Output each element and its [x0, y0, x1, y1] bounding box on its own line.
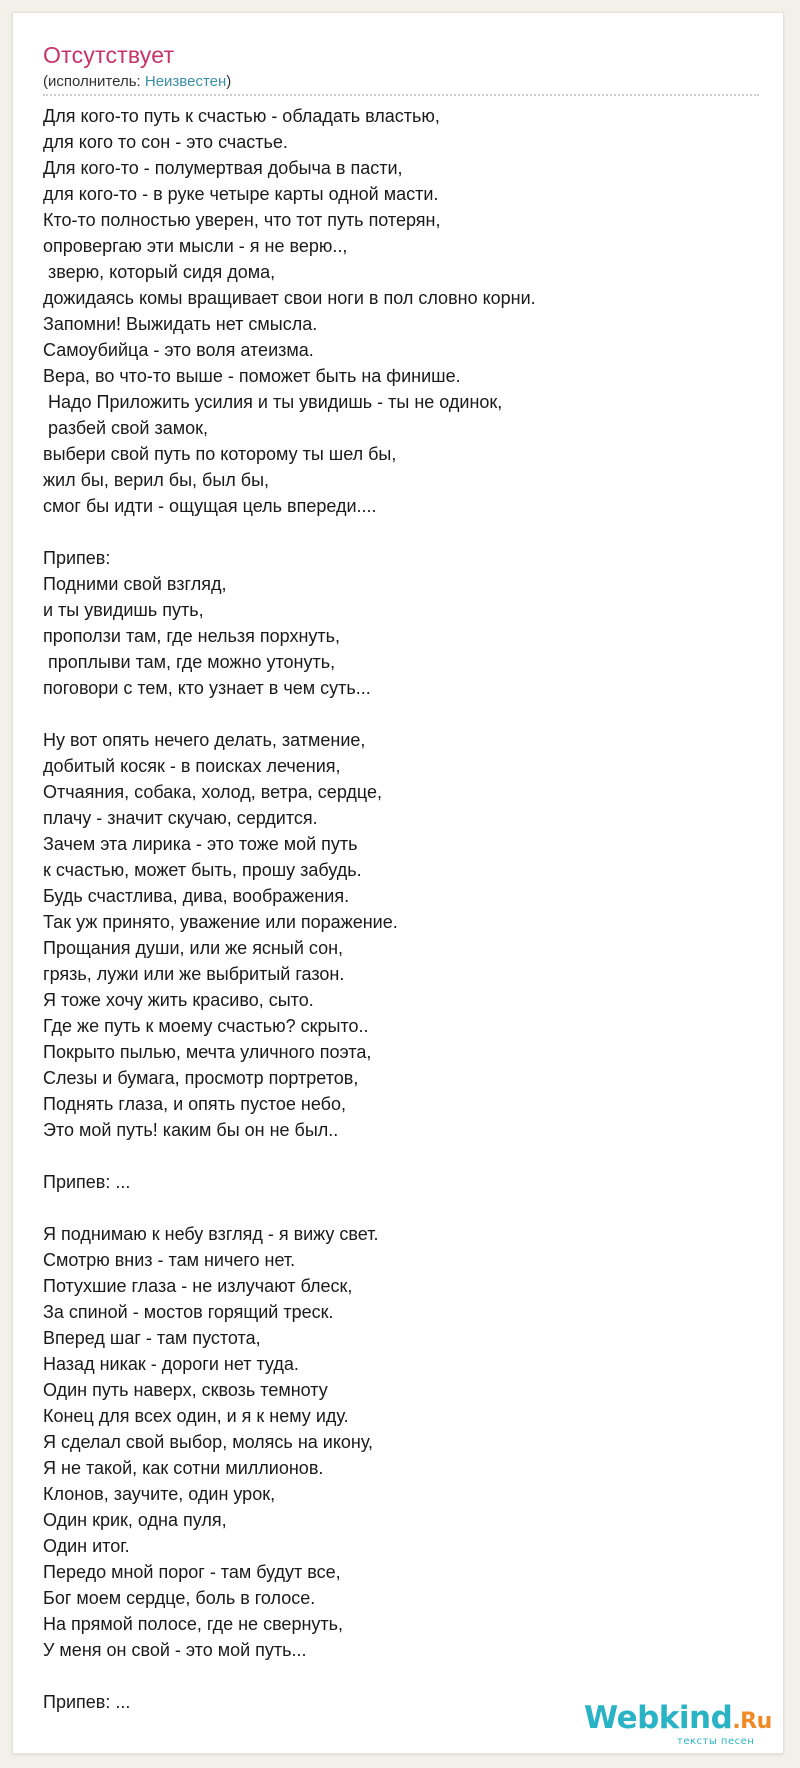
lyric-line: Бог моем сердце, боль в голосе.	[43, 1588, 316, 1608]
lyric-line: Это мой путь! каким бы он не был..	[43, 1120, 339, 1140]
lyric-line: Зачем эта лирика - это тоже мой путь	[43, 834, 358, 854]
lyric-line: поговори с тем, кто узнает в чем суть...	[43, 678, 371, 698]
lyric-line: Будь счастлива, дива, воображения.	[43, 886, 350, 906]
lyric-line: выбери свой путь по которому ты шел бы,	[43, 444, 397, 464]
lyric-line: У меня он свой - это мой путь...	[43, 1640, 307, 1660]
lyric-line: Назад никак - дороги нет туда.	[43, 1354, 299, 1374]
lyric-line: Клонов, заучите, один урок,	[43, 1484, 276, 1504]
lyric-line: опровергаю эти мысли - я не верю..,	[43, 236, 348, 256]
lyric-line: Поднять глаза, и опять пустое небо,	[43, 1094, 346, 1114]
lyric-line: смог бы идти - ощущая цель впереди....	[43, 496, 377, 516]
lyric-line: Я тоже хочу жить красиво, сыто.	[43, 990, 314, 1010]
lyric-line: Припев: ...	[43, 1172, 131, 1192]
site-logo-brand: Webkind	[584, 1700, 733, 1736]
lyric-line: Один крик, одна пуля,	[43, 1510, 227, 1530]
lyric-line: Один итог.	[43, 1536, 130, 1556]
lyric-line: Слезы и бумага, просмотр портретов,	[43, 1068, 359, 1088]
site-tagline: тексты песен	[677, 1736, 755, 1747]
performer-line	[43, 73, 231, 90]
site-logo	[584, 1700, 772, 1740]
lyric-line: Так уж принято, уважение или поражение.	[43, 912, 398, 932]
lyric-line: Запомни! Выжидать нет смысла.	[43, 314, 318, 334]
lyric-line: Для кого-то путь к счастью - обладать властью,	[43, 106, 440, 126]
lyric-line: Я поднимаю к небу взгляд - я вижу свет.	[43, 1224, 379, 1244]
lyric-line: Для кого-то - полумертвая добыча в пасти,	[43, 158, 403, 178]
lyric-line: дожидаясь комы вращивает свои ноги в пол словно корни.	[43, 288, 536, 308]
lyric-line	[43, 1663, 763, 1689]
lyric-line: проплыви там, где можно утонуть,	[43, 652, 336, 672]
lyric-line: для кого-то - в руке четыре карты одной масти.	[43, 184, 439, 204]
lyric-line: грязь, лужи или же выбритый газон.	[43, 964, 345, 984]
lyric-line: Кто-то полностью уверен, что тот путь потерян,	[43, 210, 441, 230]
lyric-line: Самоубийца - это воля атеизма.	[43, 340, 314, 360]
song-title: Отсутствует	[43, 42, 175, 68]
lyric-line: для кого то сон - это счастье.	[43, 132, 288, 152]
lyric-line: За спиной - мостов горящий треск.	[43, 1302, 334, 1322]
lyric-line: добитый косяк - в поисках лечения,	[43, 756, 341, 776]
lyric-line: разбей свой замок,	[43, 418, 208, 438]
title-divider	[43, 94, 759, 96]
performer-link[interactable]: Неизвестен	[144, 73, 227, 90]
lyric-line	[43, 1143, 763, 1169]
lyrics-text	[43, 103, 763, 1715]
lyric-line: к счастью, может быть, прошу забудь.	[43, 860, 362, 880]
performer-suffix: )	[226, 73, 232, 90]
lyric-line: Припев: ...	[43, 1692, 131, 1712]
lyric-line: Смотрю вниз - там ничего нет.	[43, 1250, 296, 1270]
lyric-line: Конец для всех один, и я к нему иду.	[43, 1406, 349, 1426]
lyric-line: Я сделал свой выбор, молясь на икону,	[43, 1432, 374, 1452]
lyric-line: На прямой полосе, где не свернуть,	[43, 1614, 344, 1634]
lyric-line: проползи там, где нельзя порхнуть,	[43, 626, 341, 646]
lyric-line: плачу - значит скучаю, сердится.	[43, 808, 318, 828]
lyric-line	[43, 519, 763, 545]
lyric-line: Один путь наверх, сквозь темноту	[43, 1380, 328, 1400]
lyric-line: Прощания души, или же ясный сон,	[43, 938, 344, 958]
site-watermark	[584, 1700, 784, 1760]
lyric-line: и ты увидишь путь,	[43, 600, 204, 620]
lyric-line: Где же путь к моему счастью? скрыто..	[43, 1016, 369, 1036]
site-logo-domain: .Ru	[732, 1709, 772, 1734]
lyric-line: Подними свой взгляд,	[43, 574, 227, 594]
lyric-line: Припев:	[43, 548, 111, 568]
lyric-line: Я не такой, как сотни миллионов.	[43, 1458, 324, 1478]
lyric-line: Отчаяния, собака, холод, ветра, сердце,	[43, 782, 383, 802]
lyric-line: зверю, который сидя дома,	[43, 262, 276, 282]
lyric-line: Потухшие глаза - не излучают блеск,	[43, 1276, 353, 1296]
lyric-line: Ну вот опять нечего делать, затмение,	[43, 730, 366, 750]
lyric-line: Покрыто пылью, мечта уличного поэта,	[43, 1042, 372, 1062]
lyric-line: Вперед шаг - там пустота,	[43, 1328, 261, 1348]
lyric-line: Передо мной порог - там будут все,	[43, 1562, 341, 1582]
lyric-line: жил бы, верил бы, был бы,	[43, 470, 270, 490]
lyric-line: Надо Приложить усилия и ты увидишь - ты не одинок,	[43, 392, 503, 412]
lyric-line	[43, 701, 763, 727]
performer-prefix: (исполнитель:	[43, 73, 145, 90]
lyric-line	[43, 1195, 763, 1221]
lyric-line: Вера, во что-то выше - поможет быть на финише.	[43, 366, 461, 386]
